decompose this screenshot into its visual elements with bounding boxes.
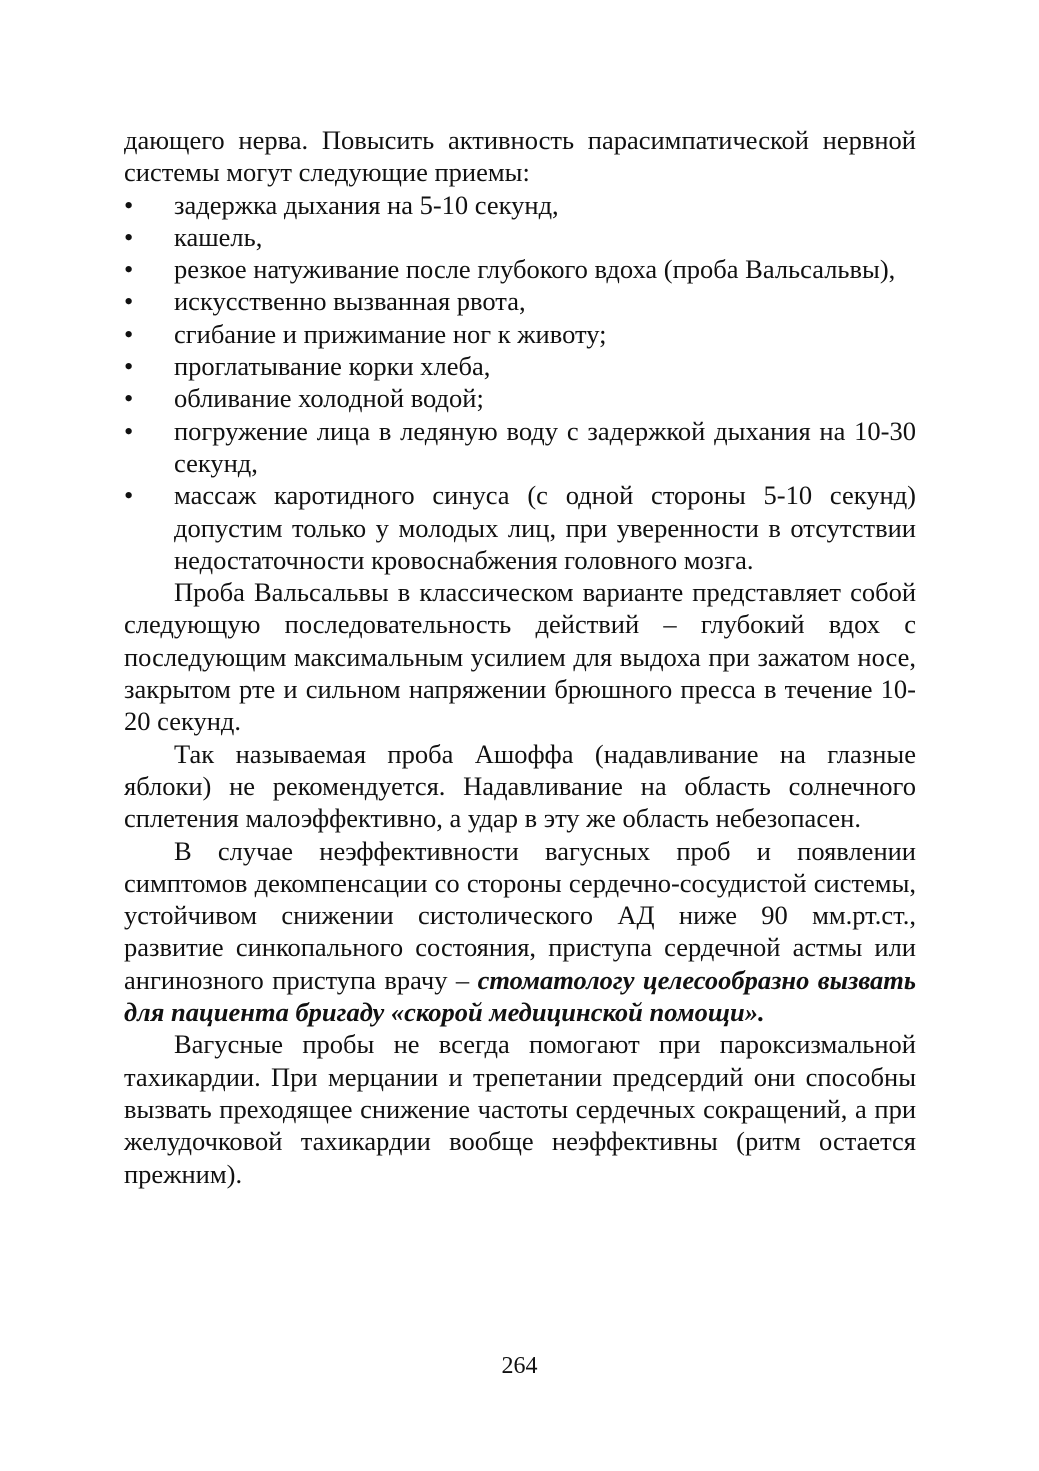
bullet-icon: • bbox=[124, 318, 134, 349]
bullet-icon: • bbox=[124, 254, 134, 285]
emphasis-text: стоматологу целесообразно вызвать для пациента бригаду «скорой медицинской помощи». bbox=[124, 964, 916, 1028]
list-item bbox=[124, 318, 916, 350]
intro-paragraph: дающего нерва. Повысить активность парасимпатической нервной системы могут следующие приемы: bbox=[124, 125, 916, 188]
list-item bbox=[124, 189, 916, 221]
bullet-icon: • bbox=[124, 189, 134, 220]
list-item-text: резкое натуживание после глубокого вдоха (проба Вальсальвы), bbox=[174, 254, 896, 285]
ineffective-paragraph-text: В случае неэффективности вагусных проб и появлении симптомов декомпенсации со стороны сердечно-сосудистой системы, устойчивом снижении систолического АД ниже 90 мм.рт.ст., развитие синкопального состояния, приступа сердечной астмы или ангинозного приступа врачу – bbox=[124, 835, 916, 995]
ashoff-paragraph: Так называемая проба Ашоффа (надавливание на глазные яблоки) не рекомендуется. Надавливание на область солнечного сплетения малоэффективно, а удар в эту же область небезопасен. bbox=[124, 738, 916, 834]
page-number: 264 bbox=[501, 1353, 538, 1379]
list-item-text: сгибание и прижимание ног к животу; bbox=[174, 318, 607, 349]
list-item-text: кашель, bbox=[174, 221, 263, 252]
list-item-text: задержка дыхания на 5-10 секунд, bbox=[174, 189, 559, 220]
page-body bbox=[124, 124, 916, 1190]
list-item-text: массаж каротидного синуса (с одной стороны 5-10 секунд) допустим только у молодых лиц, при уверенности в отсутствии недостаточности кровоснабжения головного мозга. bbox=[174, 480, 916, 575]
bullet-icon: • bbox=[124, 286, 134, 317]
vagal-paragraph: Вагусные пробы не всегда помогают при пароксизмальной тахикардии. При мерцании и трепетании предсердий они способны вызвать преходящее снижение частоты сердечных сокращений, а при желудочковой тахикардии вообще неэффективны (ритм остается прежним). bbox=[124, 1029, 916, 1189]
list-item bbox=[124, 253, 916, 285]
list-item bbox=[124, 415, 916, 480]
list-item bbox=[124, 221, 916, 253]
techniques-list bbox=[124, 189, 916, 577]
bullet-icon: • bbox=[124, 351, 134, 382]
valsalva-paragraph: Проба Вальсальвы в классическом варианте представляет собой следующую последовательность действий – глубокий вдох с последующим максимальным усилием для выдоха при зажатом носе, закрытом рте и сильном напряжении брюшного пресса в течение 10-20 секунд. bbox=[124, 577, 916, 737]
list-item bbox=[124, 479, 916, 576]
list-item bbox=[124, 285, 916, 317]
list-item-text: проглатывание корки хлеба, bbox=[174, 351, 491, 382]
bullet-icon: • bbox=[124, 480, 134, 511]
list-item bbox=[124, 382, 916, 414]
list-item bbox=[124, 350, 916, 382]
bullet-icon: • bbox=[124, 415, 134, 446]
ineffective-paragraph bbox=[124, 835, 916, 1029]
list-item-text: обливание холодной водой; bbox=[174, 383, 484, 414]
list-item-text: искусственно вызванная рвота, bbox=[174, 286, 526, 317]
bullet-icon: • bbox=[124, 221, 134, 252]
bullet-icon: • bbox=[124, 383, 134, 414]
list-item-text: погружение лица в ледяную воду с задержкой дыхания на 10-30 секунд, bbox=[174, 415, 916, 478]
